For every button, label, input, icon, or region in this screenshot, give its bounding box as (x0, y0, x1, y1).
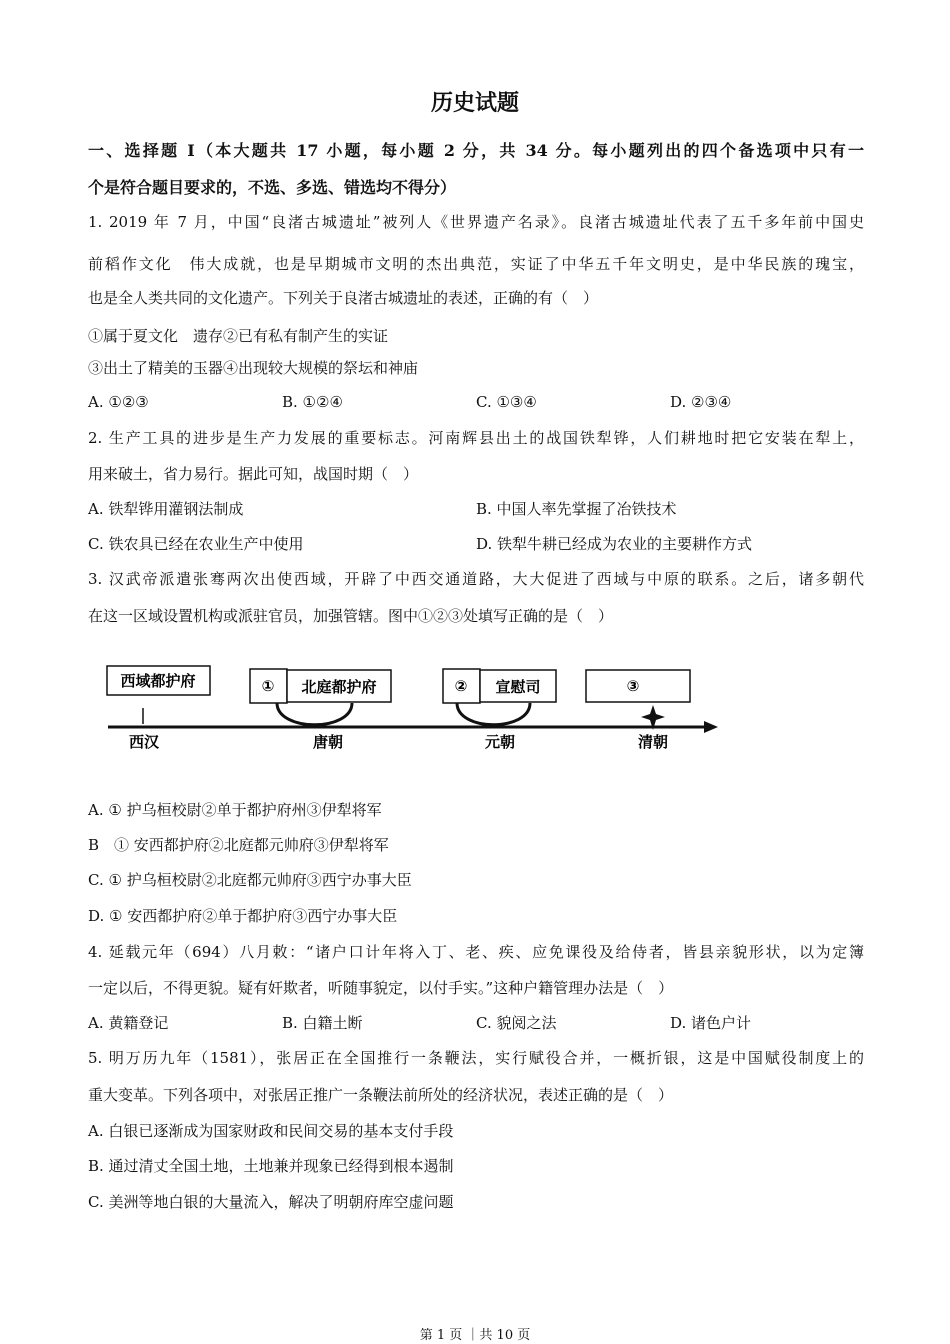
section-header: 一、选择题 I（本大题共 17 小题，每小题 2 分，共 34 分。每小题列出的四个备选项中只有一 (88, 141, 864, 160)
label-qing: 清朝 (637, 733, 669, 751)
q1-option-b: B. ①②④ (282, 393, 343, 411)
question-5-text: 5. 明万历九年（1581），张居正在全国推行一条鞭法，实行赋役合并，一概折银，这是中国赋役制度上的 (88, 1049, 864, 1067)
q5-option-c: C. 美洲等地白银的大量流入，解决了明朝府库空虚问题 (88, 1193, 454, 1211)
q5-option-b: B. 通过清丈全国土地，土地兼并现象已经得到根本遏制 (88, 1157, 454, 1175)
box-num3-label: ③ (626, 677, 640, 695)
bracket-yuan (457, 703, 530, 725)
question-4-text: 一定以后，不得更貌。疑有奸欺者，听随事貌定，以付手实。”这种户籍管理办法是（ ） (88, 979, 674, 997)
q1-option-d: D. ②③④ (670, 393, 732, 411)
q4-option-a: A. 黄籍登记 (88, 1014, 169, 1032)
question-5-text: 重大变革。下列各项中，对张居正推广一条鞭法前所处的经济状况，表述正确的是（ ） (88, 1086, 674, 1104)
q3-option-c: C. ① 护乌桓校尉②北庭都元帅府③西宁办事大臣 (88, 871, 412, 889)
section-header-cont: 个是符合题目要求的，不选、多选、错选均不得分） (88, 178, 457, 197)
q5-option-a: A. 白银已逐渐成为国家财政和民间交易的基本支付手段 (88, 1122, 454, 1140)
q1-option-c: C. ①③④ (476, 393, 537, 411)
box-xiyu-label: 西域都护府 (120, 672, 196, 690)
box-num1-label: ① (261, 677, 275, 695)
q4-option-b: B. 白籍土断 (282, 1014, 363, 1032)
question-2-text: 用来破土，省力易行。据此可知，战国时期（ ） (88, 465, 419, 483)
timeline-arrow (704, 721, 718, 733)
label-yuan: 元朝 (484, 733, 516, 751)
q3-option-b: B ① 安西都护府②北庭都元帅府③伊犁将军 (88, 836, 389, 854)
page-footer: 第 1 页 ｜共 10 页 (419, 1328, 531, 1343)
q4-option-c: C. 貌阅之法 (476, 1014, 557, 1032)
question-1-text: 也是全人类共同的文化遗产。下列关于良渚古城遗址的表述，正确的有（ ） (88, 289, 599, 307)
q4-option-d: D. 诸色户计 (670, 1014, 752, 1032)
q1-option-a: A. ①②③ (88, 393, 149, 411)
question-1-text: 前稻作文化 伟大成就，也是早期城市文明的杰出典范，实证了中华五千年文明史，是中华民族的瑰宝， (88, 255, 864, 273)
q2-option-b: B. 中国人率先掌握了冶铁技术 (476, 500, 677, 518)
q2-option-c: C. 铁农具已经在农业生产中使用 (88, 535, 304, 553)
q3-option-d: D. ① 安西都护府②单于都护府③西宁办事大臣 (88, 907, 398, 925)
box-num2-label: ② (454, 677, 468, 695)
question-2-text: 2. 生产工具的进步是生产力发展的重要标志。河南辉县出土的战国铁犁铧，人们耕地时把它安装在犁上， (88, 429, 864, 447)
timeline-diagram (90, 650, 730, 760)
question-3-text: 在这一区域设置机构或派驻官员，加强管辖。图中①②③处填写正确的是（ ） (88, 607, 614, 625)
bracket-tang (277, 703, 352, 725)
question-3-text: 3. 汉武帝派遣张骞两次出使西域，开辟了中西交通道路，大大促进了西域与中原的联系。之后，诸多朝代 (88, 570, 864, 588)
label-xihan: 西汉 (128, 733, 160, 751)
q3-option-a: A. ① 护乌桓校尉②单于都护府州③伊犁将军 (88, 801, 382, 819)
question-1-statement: ①属于夏文化 遗存②已有私有制产生的实证 (88, 327, 389, 345)
page-title: 历史试题 (430, 90, 519, 116)
box-beiting-label: 北庭都护府 (301, 678, 377, 696)
q2-option-a: A. 铁犁铧用灌钢法制成 (88, 500, 244, 518)
label-tang: 唐朝 (312, 733, 344, 751)
question-1-text: 1. 2019 年 7 月，中国“良渚古城遗址”被列人《世界遗产名录》。良渚古城遗址代表了五千多年前中国史 (88, 213, 864, 231)
question-4-text: 4. 延载元年（694）八月敕：“诸户口计年将入丁、老、疾、应免课役及给侍者，皆县亲貌形状，以为定簿 (88, 943, 864, 961)
q2-option-d: D. 铁犁牛耕已经成为农业的主要耕作方式 (476, 535, 753, 553)
question-1-statement: ③出土了精美的玉器④出现较大规模的祭坛和神庙 (88, 359, 419, 377)
box-xuanwei-label: 宣慰司 (495, 678, 541, 696)
